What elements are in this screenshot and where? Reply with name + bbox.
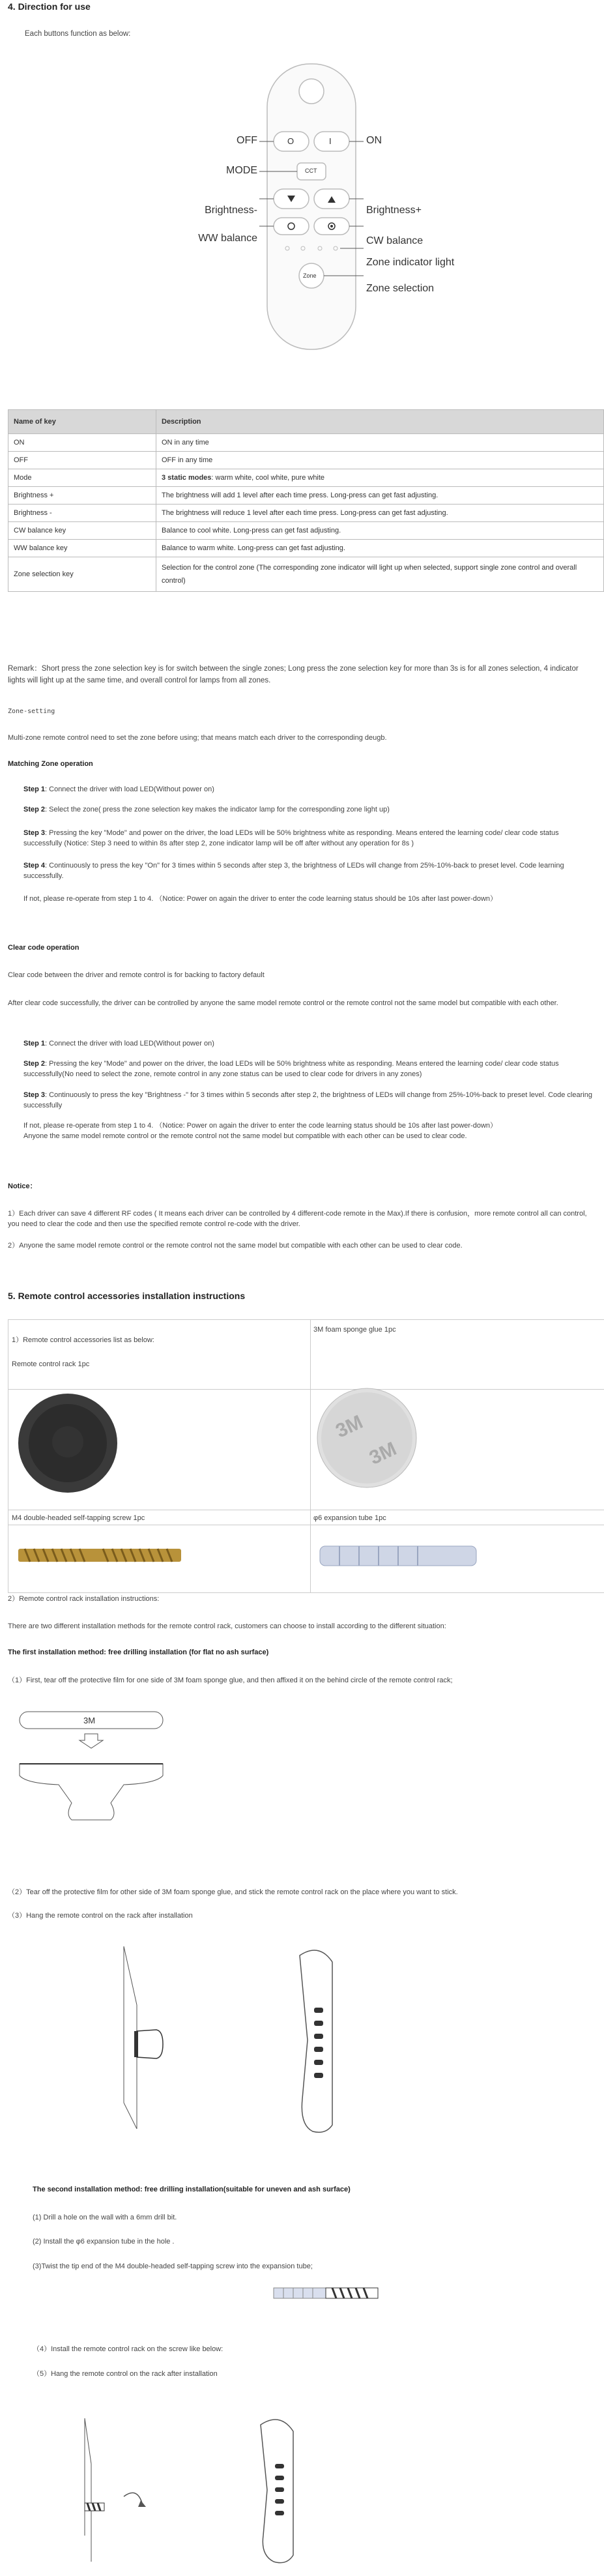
matching-fail: If not, please re-operate from step 1 to 4. （Notice: Power on again the driver to enter the code learning status should be 10s after last power-down） xyxy=(23,895,498,903)
rack-on-screw-diagram xyxy=(65,2405,169,2568)
clear-step2: Step 2: Pressing the key "Mode" and power on the driver, the load LEDs will be 50% brightness white as responding. Means entered the learning code/ clear code status successfully(No need to select the zone, remote control in any zone status can be used to clear code for drivers in any zones) xyxy=(23,1060,559,1078)
m1-step2: （2）Tear off the protective film for other side of 3M foam sponge glue, and stick the remote control rack on the place where you want to stick. xyxy=(8,1888,458,1896)
table-row: WW balance key Balance to warm white. Long-press can get fast adjusting. xyxy=(8,540,604,557)
zone-setting-label: Zone-setting xyxy=(8,708,55,715)
remote-rack-image xyxy=(16,1391,120,1495)
method2-title: The second installation method: free drilling installation(suitable for uneven and ash surface) xyxy=(33,2186,351,2193)
foam-3m-text: 3M xyxy=(332,1411,366,1442)
zone-indicator-label: Zone indicator light xyxy=(366,257,455,268)
table-row: Zone selection key Selection for the control zone (The corresponding zone indicator will light up when selected, support single zone control and overall control) xyxy=(8,557,604,592)
cw-balance-label: CW balance xyxy=(366,235,424,246)
acc-rack-label: Remote control rack 1pc xyxy=(12,1360,90,1368)
table-header-description: Description xyxy=(156,410,604,434)
off-symbol: O xyxy=(287,136,295,146)
hang-diagram-remote xyxy=(287,1942,352,2138)
expansion-tube-image xyxy=(313,1533,496,1579)
diagram-3m-text: 3M xyxy=(83,1716,96,1725)
m2-step5: （5）Hang the remote control on the rack after installation xyxy=(33,2370,218,2378)
remark: Remark：Short press the zone selection key is for switch between the single zones; Long press the zone selection key for more than 3s is for all zones selection, 4 indicator lights will light up at the same time, and overall control for lamps from all zones. xyxy=(8,665,579,684)
section4-intro: Each buttons function as below: xyxy=(25,30,131,38)
table-row: OFF OFF in any time xyxy=(8,452,604,469)
ww-balance-label: WW balance xyxy=(198,233,257,244)
acc-tube-label: φ6 expansion tube 1pc xyxy=(313,1514,386,1522)
table-row: ON ON in any time xyxy=(8,434,604,452)
screw-image xyxy=(12,1529,188,1581)
matching-step4: Step 4: Continuously to press the key "On" for 3 times within 5 seconds after step 3, the brightness of LEDs will change from 25%-10%-back to preset level. Code learning successfully. xyxy=(23,862,564,880)
acc-list-label: 1）Remote control accessories list as below: xyxy=(12,1336,154,1344)
zone-selection-label: Zone selection xyxy=(366,283,435,294)
clear-step1: Step 1: Connect the driver with load LED(Without power on) xyxy=(23,1040,214,1047)
matching-title: Matching Zone operation xyxy=(8,760,93,768)
m2-step2: (2) Install the φ6 expansion tube in the hole . xyxy=(33,2238,175,2246)
m2-step4: （4）Install the remote control rack on the screw like below: xyxy=(33,2345,223,2353)
brightness-plus-label: Brightness+ xyxy=(366,205,422,216)
acc-screw-label: M4 double-headed self-tapping screw 1pc xyxy=(12,1514,145,1522)
table-header-name: Name of key xyxy=(8,410,156,434)
final-remote-diagram xyxy=(248,2412,313,2568)
two-methods: There are two different installation methods for the remote control rack, customers can choose to install according to the different situation: xyxy=(8,1622,446,1630)
table-row: CW balance key Balance to cool white. Long-press can get fast adjusting. xyxy=(8,522,604,540)
m1-step1: （1）First, tear off the protective film for one side of 3M foam sponge glue, and then affixed it on the behind circle of the remote control rack; xyxy=(8,1676,453,1684)
clear-title: Clear code operation xyxy=(8,944,79,952)
notice-2: 2）Anyone the same model remote control or the remote control not the same model but compatible with each other can be used to clear code. xyxy=(8,1242,463,1250)
foam-glue-image xyxy=(315,1386,419,1490)
m1-step3: （3）Hang the remote control on the rack after installation xyxy=(8,1912,193,1920)
notice-1: 1）Each driver can save 4 different RF codes ( It means each driver can be controlled by 4 different-code remote in the Max).If there is confusion，more remote control all can control, you need to clear the code and then use the specified remote control re-code with the driver. xyxy=(8,1210,587,1228)
section4-title: 4. Direction for use xyxy=(8,1,91,12)
multi-zone-note: Multi-zone remote control need to set the zone before using; that means match each driver to the corresponding deugb. xyxy=(8,734,387,742)
clear-after: After clear code successfully, the driver can be controlled by anyone the same model remote control or the remote control not the same model but compatible with each other. xyxy=(8,999,558,1007)
mode-label: MODE xyxy=(226,165,257,176)
matching-step1: Step 1: Connect the driver with load LED(Without power on) xyxy=(23,785,214,793)
acc-foam-label: 3M foam sponge glue 1pc xyxy=(313,1326,396,1334)
hang-diagram-wall xyxy=(98,1933,228,2142)
clear-fail: If not, please re-operate from step 1 to 4. （Notice: Power on again the driver to enter the code learning status should be 10s after last power-down） Anyone the same model remote control or the remote control not the same model but compatible with each other can be used to clear code. xyxy=(23,1122,498,1140)
clear-step3: Step 3: Continuously to press the key "Brightness -" for 3 times within 5 seconds after step 2, the brightness of LEDs will change from 25%-10%-back to preset level. Code clearing successfully xyxy=(23,1091,592,1109)
on-label: ON xyxy=(366,135,382,146)
m2-step1: (1) Drill a hole on the wall with a 6mm drill bit. xyxy=(33,2214,177,2221)
table-row: Brightness - The brightness will reduce 1 level after each time press. Long-press can get fast adjusting. xyxy=(8,505,604,522)
key-table xyxy=(8,409,604,592)
matching-step2: Step 2: Select the zone( press the zone selection key makes the indicator lamp for the corresponding zone light up) xyxy=(23,806,390,813)
table-row: Brightness + The brightness will add 1 level after each time press. Long-press can get fast adjusting. xyxy=(8,487,604,505)
rack-instructions: 2）Remote control rack installation instructions: xyxy=(8,1595,160,1603)
on-symbol: I xyxy=(329,136,332,146)
screw-tube-diagram xyxy=(261,2268,391,2320)
m2-step3: (3)Twist the tip end of the M4 double-headed self-tapping screw into the expansion tube; xyxy=(33,2262,313,2270)
section5-title: 5. Remote control accessories installation instructions xyxy=(8,1291,246,1301)
off-label: OFF xyxy=(237,135,257,146)
brightness-minus-label: Brightness- xyxy=(205,205,257,216)
table-row: Mode 3 static modes: warm white, cool white, pure white xyxy=(8,469,604,487)
clear-intro: Clear code between the driver and remote control is for backing to factory default xyxy=(8,971,265,979)
zone-button-label: Zone xyxy=(303,272,317,279)
foam-3m-text-2: 3M xyxy=(366,1438,400,1469)
cct-label: CCT xyxy=(305,168,317,174)
foam-sticking-diagram xyxy=(13,1705,169,1829)
notice-title: Notice： xyxy=(8,1182,37,1190)
matching-step3: Step 3: Pressing the key "Mode" and power on the driver, the load LEDs will be 50% brightness white as responding. Means entered the learning code/ clear code status successfully (Notice: Step 3 need to within 8s after step 2, zone indicator lamp will be off after without any operation for 8s ) xyxy=(23,829,559,847)
method1-title: The first installation method: free drilling installation (for flat no ash surface) xyxy=(8,1648,269,1656)
